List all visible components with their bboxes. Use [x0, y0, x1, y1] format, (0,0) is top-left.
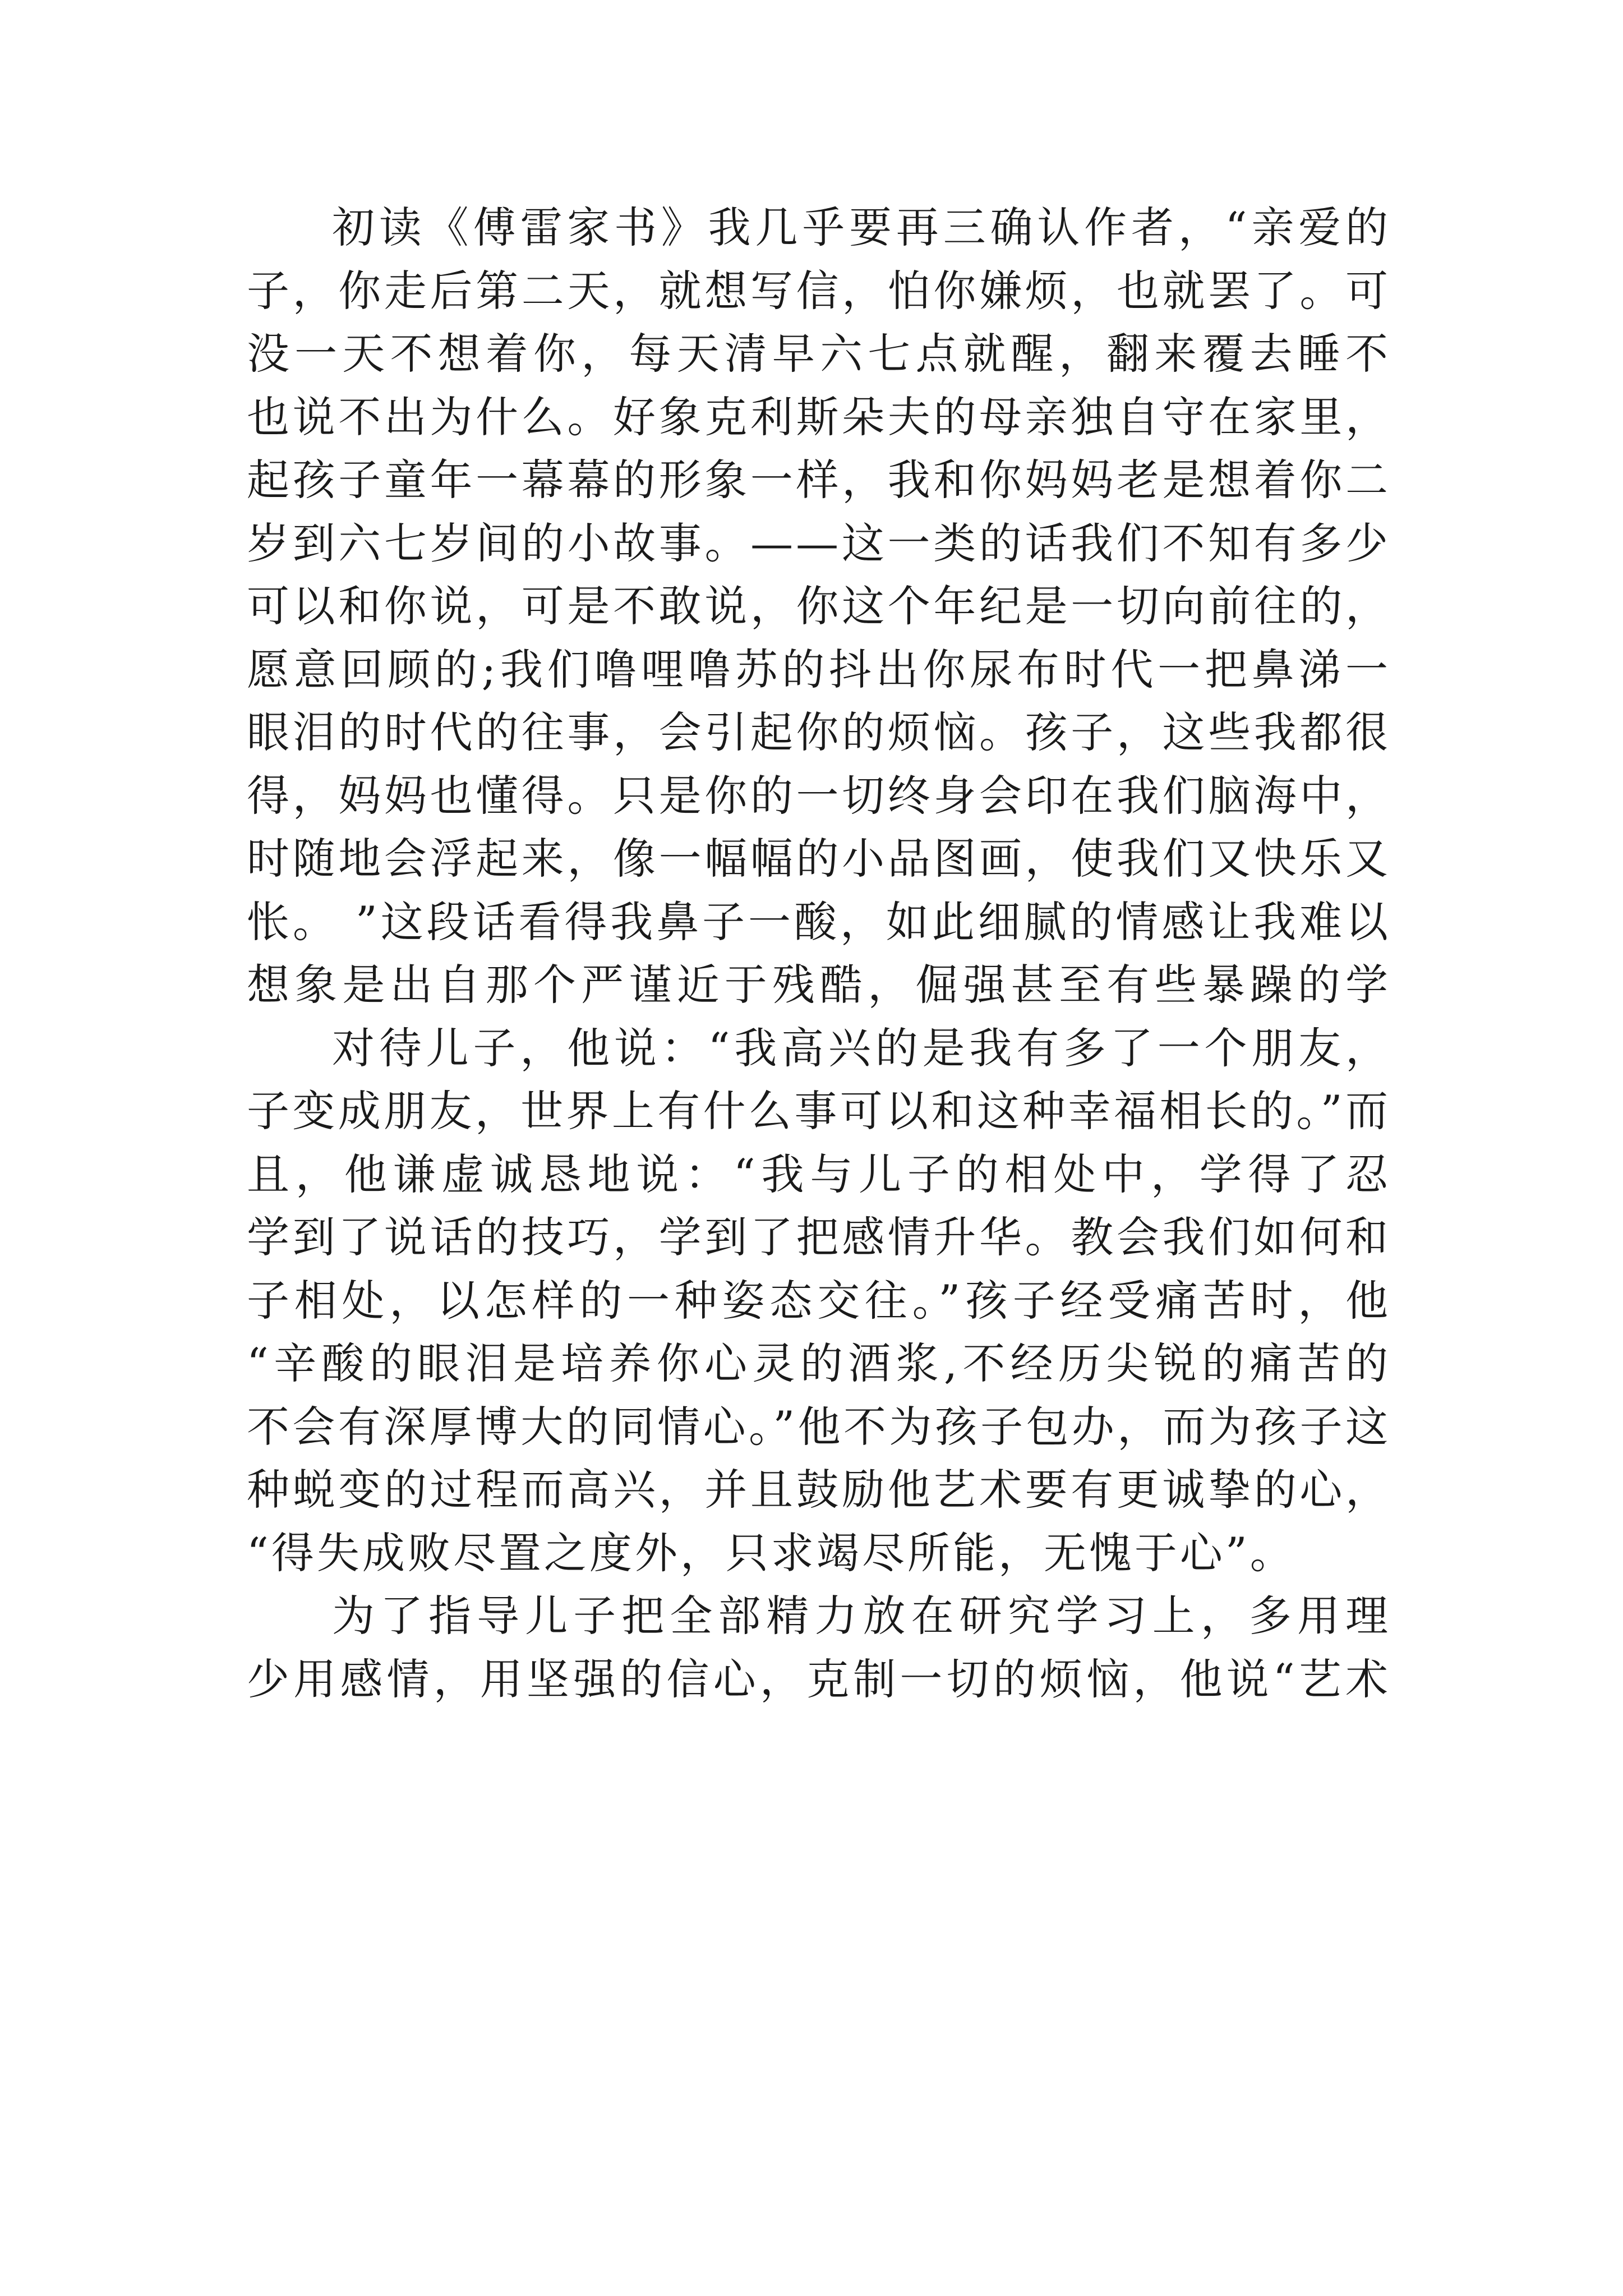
text-line: 不会有深厚博大的同情心。”他不为孩子包办，而为孩子这 — [247, 1401, 1391, 1452]
text-line: 也说不出为什么。好象克利斯朵夫的母亲独自守在家里， — [247, 392, 1391, 442]
text-line: 怅。 ”这段话看得我鼻子一酸，如此细腻的情感让我难以 — [247, 896, 1391, 947]
text-line: 对待儿子，他说：“我高兴的是我有多了一个朋友， — [332, 1023, 1391, 1073]
text-line: 少用感情，用坚强的信心，克制一切的烦恼，他说“艺术 — [247, 1654, 1391, 1704]
text-line: 子，你走后第二天，就想写信，怕你嫌烦，也就罢了。可 — [247, 265, 1391, 316]
text-line: 初读《傅雷家书》我几乎要再三确认作者，“亲爱的 — [332, 203, 1391, 252]
text-line: 为了指导儿子把全部精力放在研究学习上，多用理 — [332, 1591, 1391, 1641]
text-line: 得，妈妈也懂得。只是你的一切终身会印在我们脑海中， — [247, 770, 1391, 821]
text-line: 起孩子童年一幕幕的形象一样，我和你妈妈老是想着你二 — [247, 455, 1391, 505]
text-line: 想象是出自那个严谨近于残酷，倔强甚至有些暴躁的学 — [247, 960, 1391, 1010]
text-line: 可以和你说，可是不敢说，你这个年纪是一切向前往的， — [247, 581, 1391, 631]
text-line: 愿意回顾的;我们噜哩噜苏的抖出你尿布时代一把鼻涕一 — [247, 644, 1391, 694]
body-text — [247, 196, 1391, 1711]
text-line: “辛酸的眼泪是培养你心灵的酒浆,不经历尖锐的痛苦的 — [247, 1338, 1391, 1388]
text-line: 时随地会浮起来，像一幅幅的小品图画，使我们又快乐又 — [247, 834, 1391, 884]
text-line: “得失成败尽置之度外，只求竭尽所能，无愧于心”。 — [247, 1527, 1295, 1578]
text-line: 没一天不想着你，每天清早六七点就醒，翻来覆去睡不 — [247, 329, 1391, 379]
text-line: 眼泪的时代的往事，会引起你的烦恼。孩子，这些我都很 — [247, 707, 1391, 757]
text-line: 子相处，以怎样的一种姿态交往。”孩子经受痛苦时，他 — [247, 1275, 1391, 1326]
text-line: 子变成朋友，世界上有什么事可以和这种幸福相长的。”而 — [247, 1086, 1391, 1136]
text-line: 种蜕变的过程而高兴，并且鼓励他艺术要有更诚挚的心， — [247, 1465, 1391, 1515]
text-line: 岁到六七岁间的小故事。——这一类的话我们不知有多少 — [247, 518, 1391, 568]
text-line: 学到了说话的技巧，学到了把感情升华。教会我们如何和 — [247, 1212, 1391, 1262]
text-line: 且，他谦虚诚恳地说：“我与儿子的相处中，学得了忍 — [247, 1149, 1391, 1199]
